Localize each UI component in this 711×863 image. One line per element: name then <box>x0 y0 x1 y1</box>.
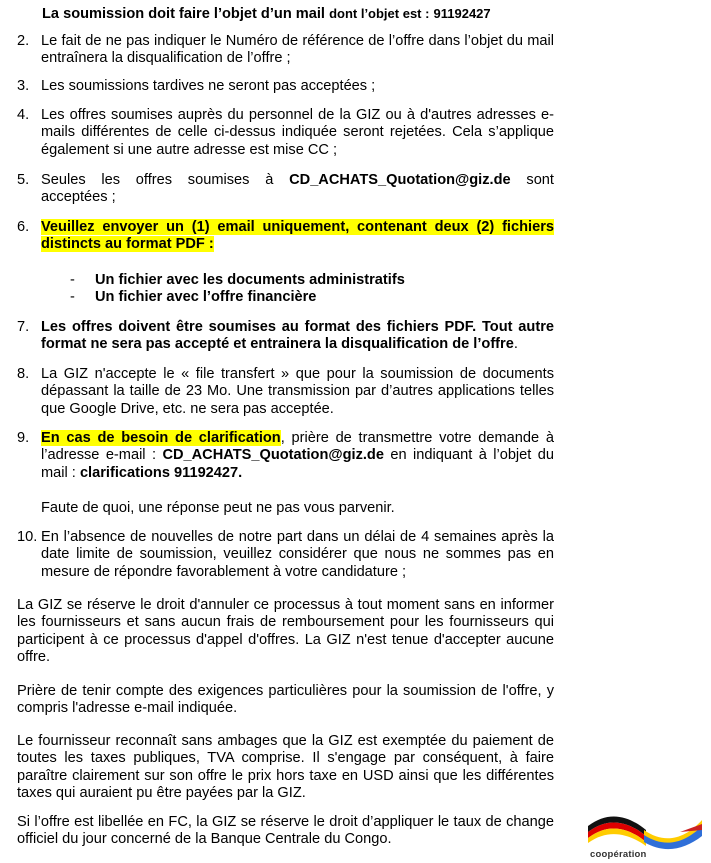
submission-header <box>42 5 491 23</box>
logo-text: coopération <box>590 849 647 860</box>
list-item-9 <box>17 430 554 482</box>
item-9-text-2: en indiquant à l’objet du mail : <box>41 447 554 481</box>
item-7-end: . <box>513 336 518 353</box>
item-number: 5. <box>17 172 30 188</box>
paragraph-requirements: Prière de tenir compte des exigences particulières pour la soumission de l'offre, y compris l'adresse e-mail indiquée. <box>17 683 554 717</box>
header-bold: La soumission doit faire l’objet d’un mail <box>42 6 325 22</box>
list-item-7 <box>17 319 554 354</box>
paragraph-cancellation: La GIZ se réserve le droit d'annuler ce processus à tout moment sans en informer les fournisseurs et sans aucun frais de remboursement pour les fournisseurs qui participent à ce processus d'appel d'offres. La GIZ n'est tenue d'accepter aucune offre. <box>17 597 554 666</box>
item-text: La GIZ n'accepte le « file transfert » que pour la soumission de documents dépassant la taille de 23 Mo. Une transmission par d’autres applications telles que Google Drive, etc. ne sera pas acceptée. <box>41 366 554 417</box>
header-ref: 91192427 <box>433 6 491 21</box>
item-text: Les offres soumises auprès du personnel de la GIZ ou à d'autres adresses e-mails différentes de celle ci-dessus indiquée seront rejetées. Cela s’applique également si une autre adresse est mise CC ; <box>41 107 554 158</box>
list-item-2 <box>17 33 554 68</box>
item-text: Le fait de ne pas indiquer le Numéro de référence de l’offre dans l’objet du mail entraînera la disqualification de l’offre ; <box>41 33 554 67</box>
list-item-10 <box>17 529 554 581</box>
item-number: 3. <box>17 78 30 94</box>
item-text <box>41 219 554 254</box>
dash: - <box>70 272 75 288</box>
clarification-subject: clarifications 91192427. <box>79 464 243 481</box>
item-number: 9. <box>17 430 30 446</box>
paragraph-tax: Le fournisseur reconnaît sans ambages que la GIZ est exemptée du paiement de toutes les taxes publiques, TVA comprise. Il s'engage par conséquent, à faire paraître clairement sur son offre le prix hors taxe en USD ainsi que les différentes taxes qui auraient pu être payées par la GIZ. <box>17 733 554 802</box>
item-text <box>41 319 554 354</box>
sub-item-admin <box>70 272 405 289</box>
list-item-8 <box>17 366 554 418</box>
item-text <box>41 172 554 207</box>
sub-item-financial <box>70 289 316 306</box>
list-item-6 <box>17 219 554 254</box>
item-7-bold: Les offres doivent être soumises au format des fichiers PDF. Tout autre format ne sera pas accepté et entrainera la disqualification de l’offre <box>41 319 554 353</box>
item-text <box>41 430 554 482</box>
highlighted-instruction: Veuillez envoyer un (1) email uniquement, contenant deux (2) fichiers distincts au format PDF : <box>41 219 554 253</box>
item-text: Les soumissions tardives ne seront pas acceptées ; <box>41 78 376 94</box>
list-item-5 <box>17 172 554 207</box>
list-item-4 <box>17 107 554 159</box>
clarification-email: CD_ACHATS_Quotation@giz.de <box>162 447 384 464</box>
item-9-text-1: , prière de transmettre votre demande à l’adresse e-mail : <box>41 430 554 464</box>
submission-email: CD_ACHATS_Quotation@giz.de <box>289 172 511 188</box>
item-text: En l’absence de nouvelles de notre part dans un délai de 4 semaines après la date limite de soumission, veuillez considérer que nous ne sommes pas en mesure de répondre favorablement à votre candidature ; <box>41 529 554 580</box>
sub-item-text: Un fichier avec les documents administratifs <box>95 272 405 288</box>
clarification-highlight: En cas de besoin de clarification <box>41 430 281 446</box>
item-number: 4. <box>17 107 30 123</box>
item-number: 7. <box>17 319 30 335</box>
list-item-3 <box>17 78 554 95</box>
item-number: 10. <box>17 529 38 545</box>
item-9-note <box>17 500 554 517</box>
item-5-post: sont acceptées ; <box>41 172 554 206</box>
dash: - <box>70 289 75 305</box>
paragraph-currency: Si l’offre est libellée en FC, la GIZ se réserve le droit d’appliquer le taux de change officiel du jour concerné de la Banque Centrale du Congo. <box>17 814 554 848</box>
item-number: 6. <box>17 219 30 235</box>
item-5-pre: Seules les offres soumises à <box>41 172 274 188</box>
note-text: Faute de quoi, une réponse peut ne pas vous parvenir. <box>41 500 395 516</box>
item-number: 8. <box>17 366 30 382</box>
sub-item-text: Un fichier avec l’offre financière <box>95 289 317 305</box>
item-number: 2. <box>17 33 30 49</box>
header-small: dont l’objet est : <box>329 6 430 21</box>
